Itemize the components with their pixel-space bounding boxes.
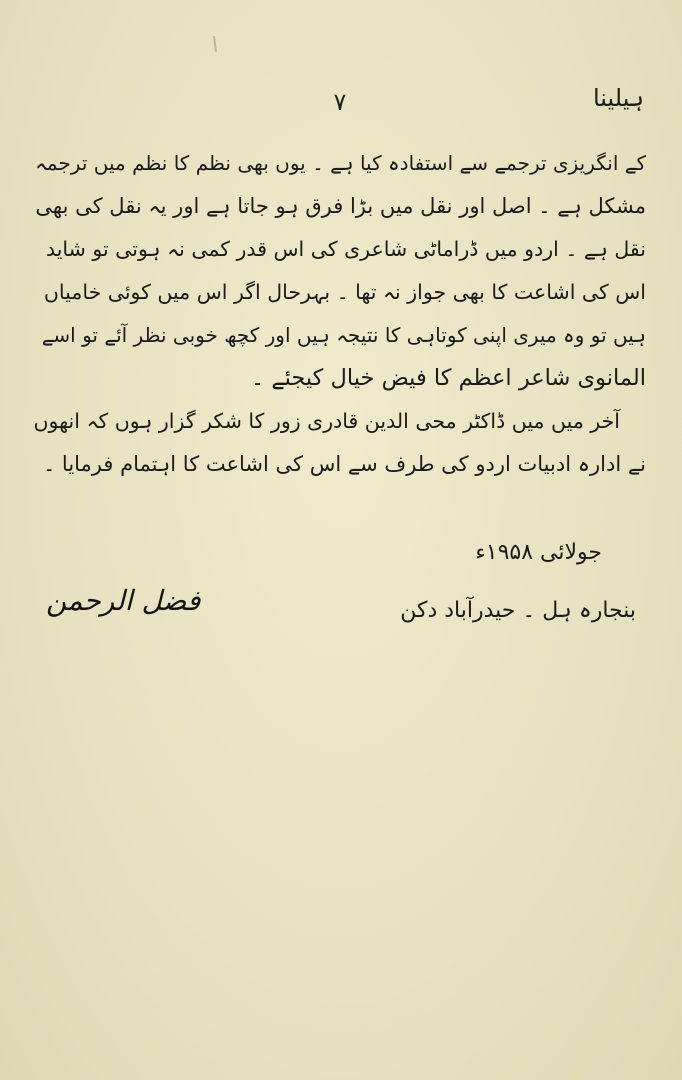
text-line: نقل ہے ۔ اردو میں ڈراماٹی شاعری کی اس قدر کمی نہ ہوتی تو شاید [45, 237, 646, 261]
text-line: اس کی اشاعت کا بھی جواز نہ تھا ۔ بہرحال اگر اس میں کوئی خامیاں [43, 280, 646, 304]
page-number: ۷ [333, 88, 347, 116]
author-signature: فضل الرحمن [46, 584, 201, 617]
place-line: بنجارہ ہل ۔ حیدرآباد دکن [400, 598, 636, 623]
text-line: ہیں تو وہ میری اپنی کوتاہی کا نتیجہ ہیں اور کچھ خوبی نظر آئے تو اسے [41, 323, 646, 347]
text-line: نے ادارہ ادبیات اردو کی طرف سے اس کی اشاعت کا اہتمام فرمایا ۔ [42, 452, 646, 476]
body-text [34, 142, 646, 486]
running-head: ہیلینا [592, 84, 644, 112]
text-line: مشکل ہے ۔ اصل اور نقل میں بڑا فرق ہو جاتا ہے اور یہ نقل کی بھی [35, 194, 646, 218]
paper-mark [213, 36, 217, 52]
text-line: المانوی شاعر اعظم کا فیض خیال کیجئے ۔ [251, 365, 646, 391]
date-line: جولائی ۱۹۵۸ء [475, 540, 602, 565]
text-line: کے انگریزی ترجمے سے استفادہ کیا ہے ۔ یوں بھی نظم کا نظم میں ترجمہ [35, 151, 646, 175]
text-line: آخر میں میں ڈاکٹر محی الدین قادری زور کا شکر گزار ہوں کہ انھوں [33, 409, 620, 433]
